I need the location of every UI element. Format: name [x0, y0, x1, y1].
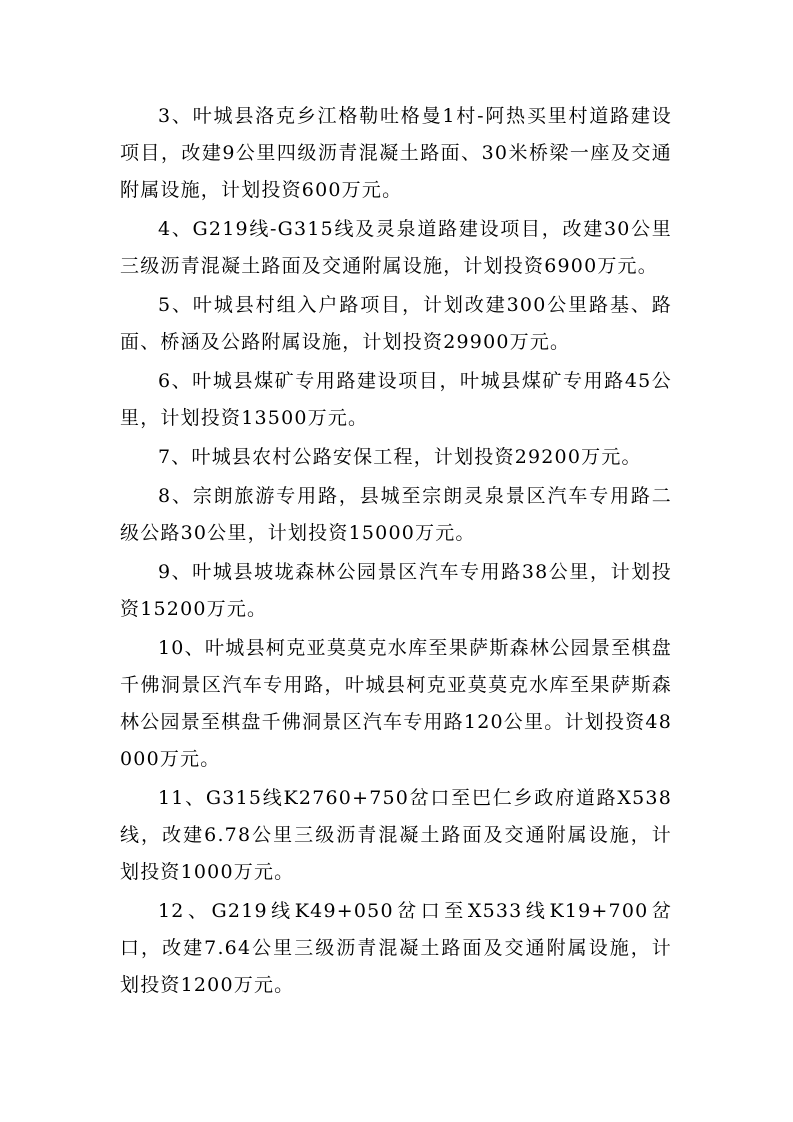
paragraph-item-11: 11、G315线K2760+750岔口至巴仁乡政府道路X538线，改建6.78公里三级沥青混凝土路面及交通附属设施，计划投资1000万元。 [120, 787, 672, 883]
paragraph-item-4: 4、G219线-G315线及灵泉道路建设项目，改建30公里三级沥青混凝土路面及交通附属设施，计划投资6900万元。 [120, 218, 672, 277]
paragraph-item-9: 9、叶城县坡垅森林公园景区汽车专用路38公里，计划投资15200万元。 [120, 561, 672, 620]
paragraph-item-7: 7、叶城县农村公路安保工程，计划投资29200万元。 [158, 446, 642, 468]
paragraph-item-6: 6、叶城县煤矿专用路建设项目，叶城县煤矿专用路45公里，计划投资13500万元。 [120, 370, 672, 429]
paragraph-item-12: 12、G219线K49+050岔口至X533线K19+700岔口，改建7.64公里三级沥青混凝土路面及交通附属设施，计划投资1200万元。 [120, 900, 672, 996]
paragraph-item-8: 8、宗朗旅游专用路，县城至宗朗灵泉景区汽车专用路二级公路30公里，计划投资15000万元。 [120, 485, 672, 544]
document-body [120, 98, 672, 1006]
paragraph-item-5: 5、叶城县村组入户路项目，计划改建300公里路基、路面、桥涵及公路附属设施，计划投资29900万元。 [120, 294, 672, 353]
paragraph-item-10: 10、叶城县柯克亚莫莫克水库至果萨斯森林公园景至棋盘千佛洞景区汽车专用路，叶城县柯克亚莫莫克水库至果萨斯森林公园景至棋盘千佛洞景区汽车专用路120公里。计划投资48000万元。 [120, 637, 672, 770]
paragraph-item-3: 3、叶城县洛克乡江格勒吐格曼1村-阿热买里村道路建设项目，改建9公里四级沥青混凝土路面、30米桥梁一座及交通附属设施，计划投资600万元。 [120, 105, 672, 201]
